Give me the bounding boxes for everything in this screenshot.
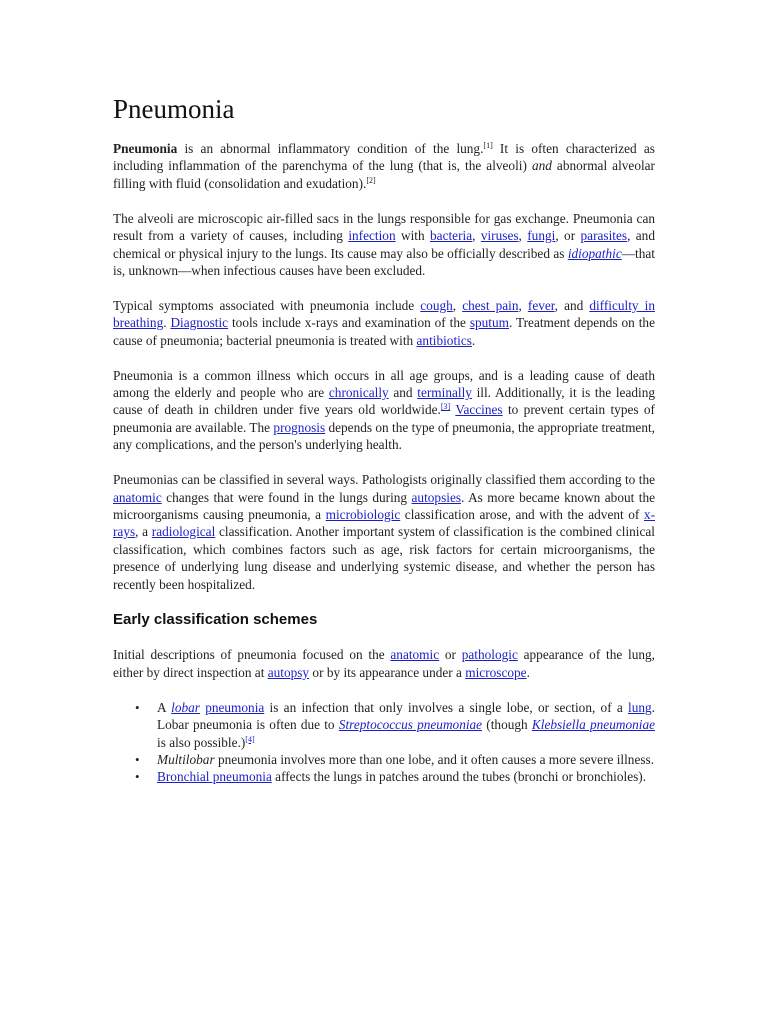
text: tools include x-rays and examination of the xyxy=(228,315,470,331)
text: . Lobar pneumonia is often due to xyxy=(157,699,655,733)
link-viruses[interactable]: viruses xyxy=(480,228,519,244)
ref-link[interactable]: [1] xyxy=(483,141,493,150)
link-lung[interactable]: lung xyxy=(628,699,652,715)
term-bold: Pneumonia xyxy=(113,141,178,156)
link-sputum[interactable]: sputum xyxy=(469,315,509,331)
text: or by its appearance under a xyxy=(309,664,466,680)
link-chest-pain[interactable]: chest pain xyxy=(462,297,519,313)
bullet-icon: • xyxy=(135,699,140,715)
link-pathologic[interactable]: pathologic xyxy=(461,647,518,663)
link-autopsies[interactable]: autopsies xyxy=(411,489,462,505)
text: . xyxy=(526,664,530,680)
text: appearance of the lung, either by direct inspection at xyxy=(113,647,655,680)
text: —that is, unknown—when infectious causes have been excluded. xyxy=(113,245,655,278)
link-prognosis[interactable]: prognosis xyxy=(273,419,326,435)
link-vaccines[interactable]: Vaccines xyxy=(455,402,503,418)
link-lobar-text[interactable]: lobar xyxy=(171,699,200,715)
text: Typical symptoms associated with pneumonia include xyxy=(113,297,421,313)
link-cough[interactable]: cough xyxy=(420,297,453,313)
text: ill. Additionally, it is the leading cause of death in children under five years old worldwide. xyxy=(113,384,655,418)
link-radiological[interactable]: radiological xyxy=(151,524,216,540)
text: pneumonia involves more than one lobe, and it often causes a more severe illness. xyxy=(214,751,655,767)
link-strep-text[interactable]: Streptococcus pneumoniae xyxy=(338,717,483,733)
list-item xyxy=(135,751,655,768)
text: , or xyxy=(555,228,581,244)
text: is an abnormal inflammatory condition of the lung. xyxy=(177,141,484,156)
ref-link-4[interactable]: [4] xyxy=(245,734,255,744)
link-diagnostic[interactable]: Diagnostic xyxy=(170,315,229,331)
emphasis: and xyxy=(531,158,552,174)
classification-paragraph xyxy=(113,471,655,593)
text: Pneumonias can be classified in several ways. Pathologists originally classified them according to the xyxy=(113,472,655,488)
classification-list xyxy=(113,699,655,786)
link-x-rays[interactable]: x-rays xyxy=(113,506,655,540)
text: , xyxy=(518,297,528,313)
text: (though xyxy=(482,717,532,733)
text: It is often characterized as including inflammation of the parenchyma of the lung (that is, the alveoli) xyxy=(113,141,655,174)
bullet-icon: • xyxy=(135,769,140,785)
text: , and chemical or physical injury to the lungs. Its cause may also be officially described as xyxy=(113,228,655,261)
text: with xyxy=(395,228,431,244)
text: , and xyxy=(554,297,590,313)
article xyxy=(113,92,655,786)
link-bacteria[interactable]: bacteria xyxy=(430,228,473,244)
link-parasites[interactable]: parasites xyxy=(580,228,628,244)
list-item xyxy=(135,768,655,785)
text: depends on the type of pneumonia, the appropriate treatment, any complications, and the person's underlying health. xyxy=(113,419,655,453)
text: , xyxy=(518,228,528,244)
section-heading: Early classification schemes xyxy=(113,611,318,629)
bullet-icon: • xyxy=(135,751,140,767)
causes-paragraph xyxy=(113,210,655,280)
text: abnormal alveolar filling with fluid (consolidation and exudation). xyxy=(113,158,655,191)
page-title: Pneumonia xyxy=(113,94,235,124)
text: and xyxy=(388,384,418,400)
text: Pneumonia is a common illness which occurs in all age groups, and is a leading cause of death among the elderly and people who are xyxy=(113,367,655,400)
link-difficulty-in-breathing[interactable]: difficulty in breathing xyxy=(113,297,655,331)
text: is also possible.) xyxy=(157,734,246,750)
link-idiopathic-text[interactable]: idiopathic xyxy=(567,245,622,261)
ref-link[interactable] xyxy=(441,402,450,411)
link-fever[interactable]: fever xyxy=(527,297,555,313)
text: or xyxy=(439,647,462,663)
intro-paragraph xyxy=(113,140,655,192)
ref-link[interactable] xyxy=(245,735,254,744)
symptoms-paragraph xyxy=(113,297,655,349)
link-fungi[interactable]: fungi xyxy=(527,228,556,244)
link-microbiologic[interactable]: microbiologic xyxy=(325,506,401,522)
text: changes that were found in the lungs during xyxy=(161,489,412,505)
ref-link-3[interactable]: [3] xyxy=(440,402,451,412)
link-antibiotics[interactable]: antibiotics xyxy=(416,332,472,348)
link-pneumonia[interactable]: pneumonia xyxy=(205,699,265,715)
text: , a xyxy=(135,524,152,540)
text: is an infection that only involves a single lobe, or section, of a xyxy=(264,699,629,715)
link-microscope[interactable]: microscope xyxy=(465,664,527,680)
text: . xyxy=(163,315,171,331)
link-idiopathic[interactable] xyxy=(568,246,622,261)
list-item xyxy=(135,699,655,751)
link-anatomic[interactable]: anatomic xyxy=(113,489,162,505)
text: Initial descriptions of pneumonia focused on the xyxy=(113,647,391,663)
text: The alveoli are microscopic air-filled sacs in the lungs responsible for gas exchange. Pneumonia can result from a variety of causes, including xyxy=(113,210,655,244)
text: , xyxy=(452,297,463,313)
text: classification arose, and with the advent of xyxy=(400,506,644,522)
link-klebsiella-pneumoniae[interactable] xyxy=(532,717,655,732)
link-kleb-text[interactable]: Klebsiella pneumoniae xyxy=(531,717,655,733)
text: . As more became known about the microorganisms causing pneumonia, a xyxy=(113,489,656,522)
link-terminally[interactable]: terminally xyxy=(417,384,472,400)
link-autopsy[interactable]: autopsy xyxy=(267,664,310,680)
early-schemes-paragraph xyxy=(113,646,655,681)
text: . Treatment depends on the cause of pneumonia; bacterial pneumonia is treated with xyxy=(113,315,655,348)
ref-link[interactable]: [2] xyxy=(366,175,376,185)
text: . xyxy=(471,332,476,348)
link-anatomic[interactable]: anatomic xyxy=(390,647,440,663)
link-lobar[interactable] xyxy=(171,700,200,715)
text: , xyxy=(472,228,481,244)
link-bronchial-pneumonia[interactable]: Bronchial pneumonia xyxy=(157,769,272,785)
epidemiology-paragraph xyxy=(113,367,655,454)
text: to prevent certain types of pneumonia are available. The xyxy=(113,402,655,435)
link-chronically[interactable]: chronically xyxy=(328,384,389,400)
emphasis: Multilobar xyxy=(157,751,215,767)
link-infection[interactable]: infection xyxy=(348,228,396,244)
link-streptococcus-pneumoniae[interactable] xyxy=(339,717,482,732)
text: classification. Another important system of classification is the combined clinical classification, which combines factors such as age, risk factors for certain microorganisms, the presence of underlying lung disease and underlying systemic disease, and whether the person has recently been hospitalized. xyxy=(113,524,656,592)
text: A xyxy=(157,699,172,715)
text: affects the lungs in patches around the tubes (bronchi or bronchioles). xyxy=(271,769,647,785)
